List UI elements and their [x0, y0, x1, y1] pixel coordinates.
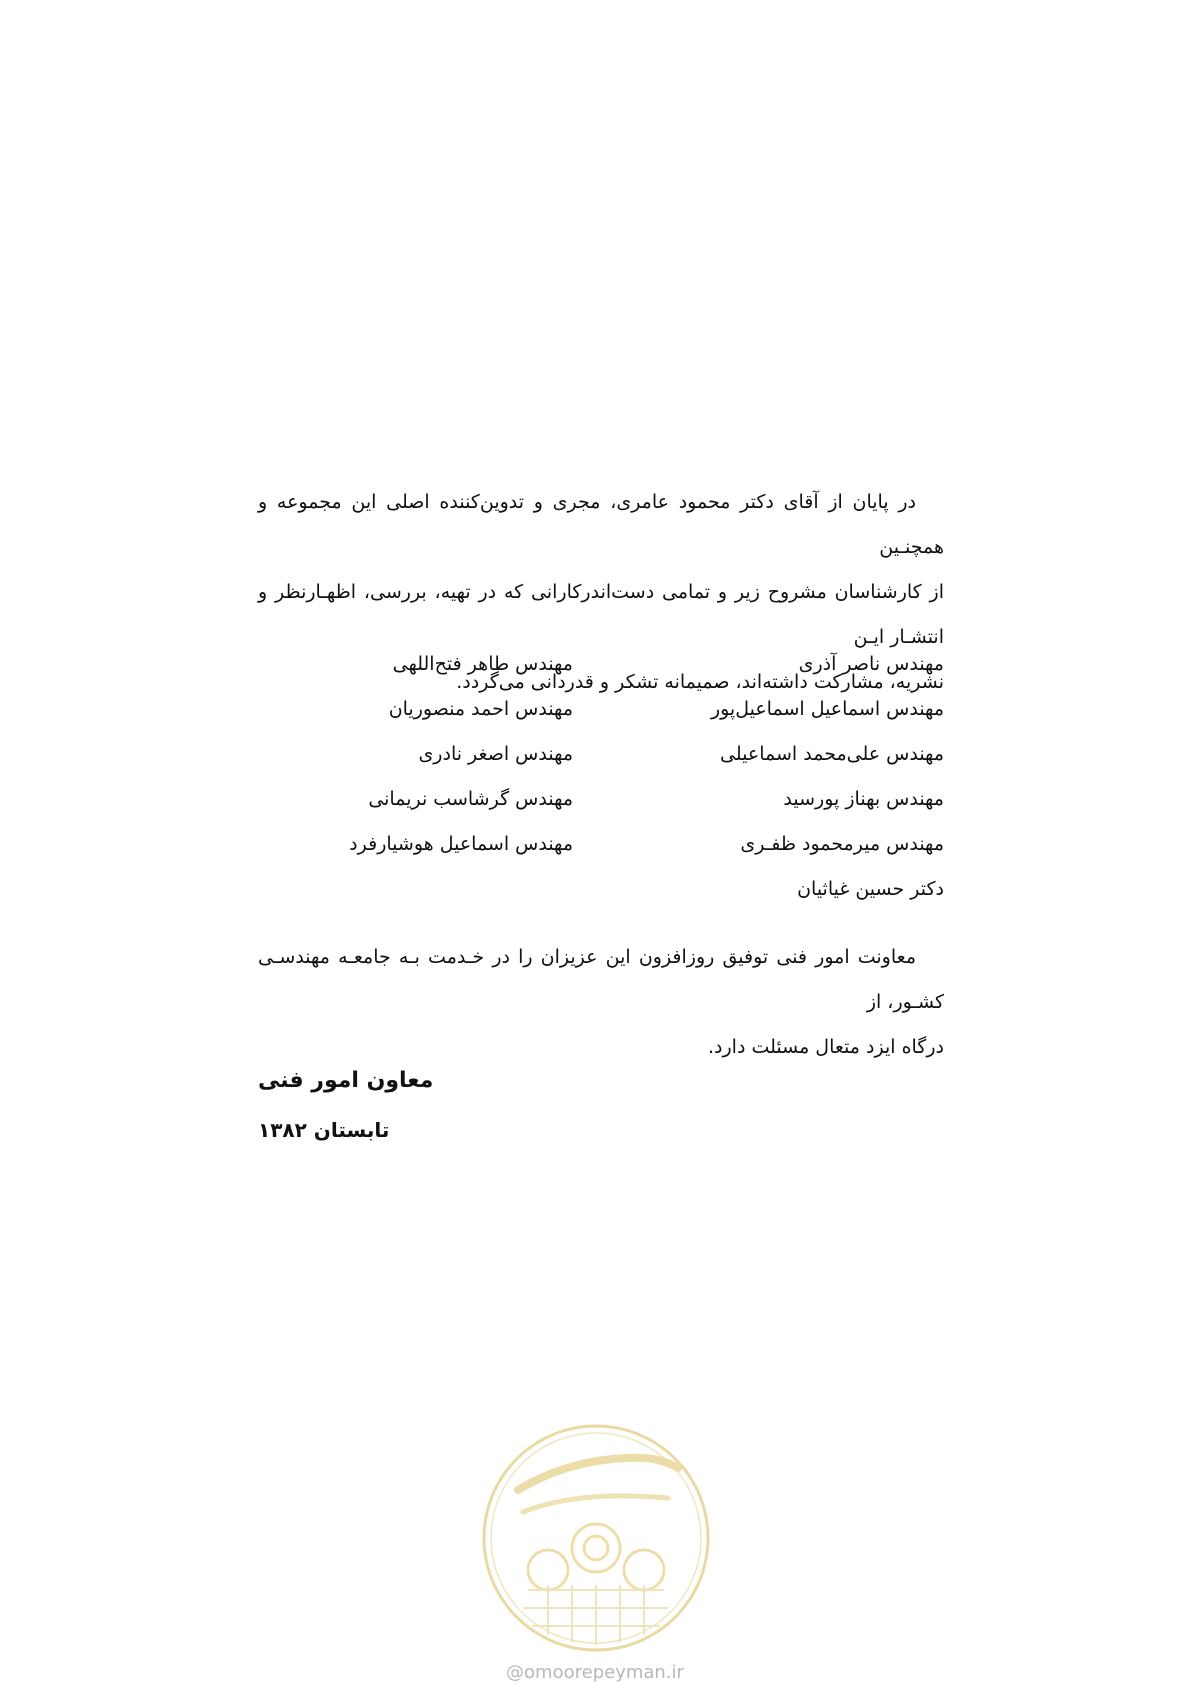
paragraph-line: درگاه ایزد متعال مسئلت دارد.	[708, 1036, 944, 1058]
contributor-name: مهندس بهناز پورسید	[783, 788, 944, 810]
closing-paragraph	[258, 935, 944, 1070]
paragraph-line: از کارشناسان مشروح زیر و تمامی دست‌اندرکارانی که در تهیه، بررسی، اظهـارنظر و انتشـار ایـن	[258, 581, 944, 648]
contributor-name: مهندس اسماعیل هوشیارفرد	[349, 833, 573, 855]
contributor-name: مهندس طاهر فتح‌اللهی	[392, 653, 573, 675]
paragraph-line: معاونت امور فنی توفیق روزافزون این عزیزان را در خـدمت بـه جامعـه مهندسـی کشـور، از	[258, 946, 944, 1013]
contributor-name: دکتر حسین غیاثیان	[797, 878, 944, 900]
contributor-empty	[258, 867, 601, 912]
contributor-name: مهندس علی‌محمد اسماعیلی	[720, 743, 944, 765]
contributor-name: مهندس ناصر آذری	[798, 653, 944, 675]
website-watermark: @omoorepeyman.ir	[506, 1662, 684, 1683]
contributors-list	[258, 642, 944, 912]
paragraph-line: در پایان از آقای دکتر محمود عامری، مجری و تدوین‌کننده اصلی این مجموعه و همچنـین	[258, 491, 944, 558]
contributor-name: مهندس گرشاسب نریمانی	[368, 788, 573, 810]
contributor-name: مهندس اصغر نادری	[418, 743, 573, 765]
paragraph-line: نشریه، مشارکت داشته‌اند، صمیمانه تشکر و قدردانی می‌گردد.	[456, 671, 944, 693]
watermark-logo-icon	[478, 1420, 714, 1656]
signature-title: معاون امور فنی	[258, 1068, 434, 1093]
contributor-name: مهندس احمد منصوریان	[388, 698, 573, 720]
contributor-name: مهندس میرمحمود ظفـری	[740, 833, 944, 855]
signature-date: تابستان ۱۳۸۲	[258, 1118, 390, 1142]
contributor-name: مهندس اسماعیل اسماعیل‌پور	[710, 698, 944, 720]
